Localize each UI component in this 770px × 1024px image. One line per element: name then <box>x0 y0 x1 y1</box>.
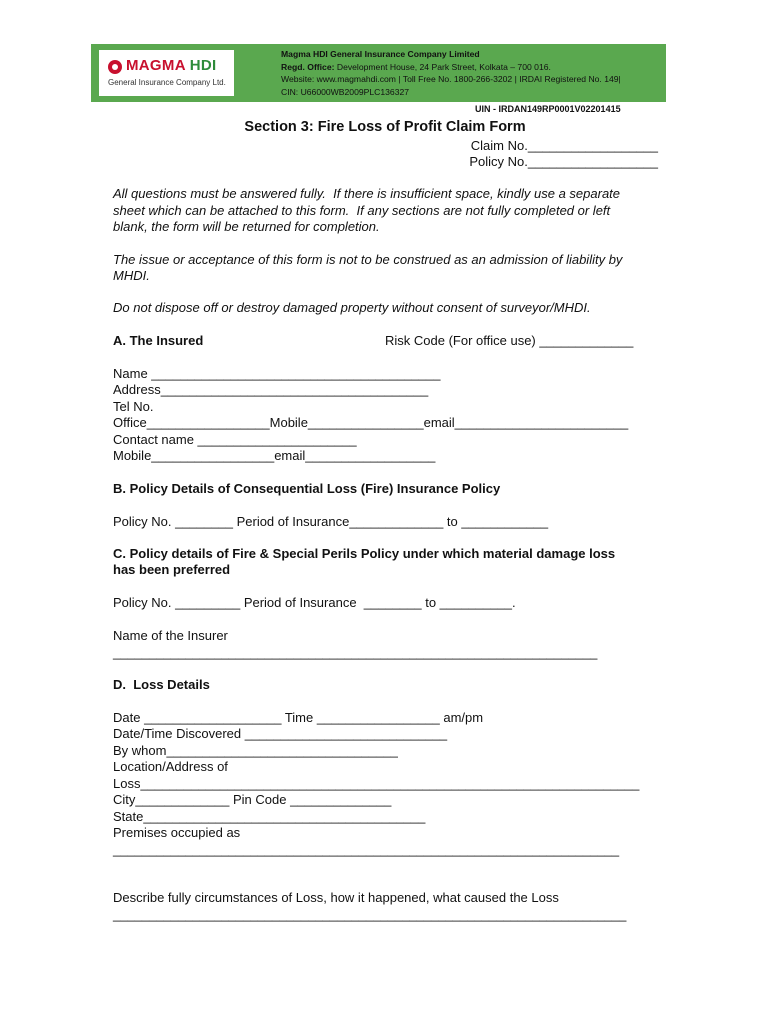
section-a-heading: A. The Insured <box>113 333 204 348</box>
office-label: Regd. Office: <box>281 61 335 72</box>
insured-address-field[interactable]: Address_____________________________________ <box>113 382 429 397</box>
contact-name-field[interactable]: Contact name ______________________ <box>113 432 357 447</box>
premises-field[interactable]: ______________________________________________________________________ <box>113 842 620 857</box>
section-d-heading: D. Loss Details <box>113 677 210 692</box>
by-whom-field[interactable]: By whom________________________________ <box>113 743 398 758</box>
insurer-label: Name of the Insurer <box>113 628 228 643</box>
logo-emblem-icon <box>108 60 122 74</box>
logo-subtitle: General Insurance Company Ltd. <box>108 78 226 87</box>
claim-no-field[interactable]: Claim No.__________________ <box>470 138 658 153</box>
risk-code-field[interactable]: Risk Code (For office use) _____________ <box>385 333 634 348</box>
fire-policy-field[interactable]: Policy No. _________ Period of Insurance ________ to __________. <box>113 595 516 610</box>
insurer-field[interactable]: ___________________________________________________________________ <box>113 645 598 660</box>
website-line: Website: www.magmahdi.com | Toll Free No. 1800-266-3202 | IRDAI Registered No. 149| <box>281 74 621 84</box>
instruction-line: sheet which can be attached to this form. If any sections are not fully completed or left <box>113 203 611 218</box>
office-address: Development House, 24 Park Street, Kolkata – 700 016. <box>334 61 551 72</box>
liability-note: MHDI. <box>113 268 150 283</box>
tel-no-label: Tel No. <box>113 399 154 414</box>
describe-label: Describe fully circumstances of Loss, how it happened, what caused the Loss <box>113 890 559 905</box>
loss-date-time-field[interactable]: Date ___________________ Time _________________ am/pm <box>113 710 484 725</box>
section-b-heading: B. Policy Details of Consequential Loss (Fire) Insurance Policy <box>113 481 501 496</box>
loss-address-field[interactable]: Loss_____________________________________________________________________ <box>113 776 640 791</box>
describe-field[interactable]: _______________________________________________________________________ <box>113 907 627 922</box>
cl-policy-field[interactable]: Policy No. ________ Period of Insurance_____________ to ____________ <box>113 514 549 529</box>
uin-number: UIN - IRDAN149RP0001V02201415 <box>475 104 621 114</box>
logo-text-magma: MAGMA <box>126 57 186 74</box>
instruction-line: All questions must be answered fully. If there is insufficient space, kindly use a separate <box>113 186 621 201</box>
company-name: Magma HDI General Insurance Company Limited <box>281 49 480 59</box>
section-c-heading: C. Policy details of Fire & Special Perils Policy under which material damage loss <box>113 546 616 561</box>
policy-no-field[interactable]: Policy No.__________________ <box>469 154 658 169</box>
section-c-heading-cont: has been preferred <box>113 562 231 577</box>
letterhead-banner <box>91 44 666 102</box>
premises-label: Premises occupied as <box>113 825 241 840</box>
location-label: Location/Address of <box>113 759 228 774</box>
company-details <box>281 48 621 98</box>
state-field[interactable]: State_______________________________________ <box>113 809 426 824</box>
discovered-field[interactable]: Date/Time Discovered ____________________________ <box>113 726 448 741</box>
page-title: Section 3: Fire Loss of Profit Claim Form <box>244 119 526 135</box>
dispose-note: Do not dispose off or destroy damaged property without consent of surveyor/MHDI. <box>113 300 591 315</box>
liability-note: The issue or acceptance of this form is not to be construed as an admission of liability by <box>113 252 623 267</box>
insured-name-field[interactable]: Name ________________________________________ <box>113 366 441 381</box>
company-logo <box>99 50 234 96</box>
logo-text-hdi: HDI <box>189 57 217 74</box>
city-pincode-field[interactable]: City_____________ Pin Code ______________ <box>113 792 392 807</box>
office-mobile-email-field[interactable]: Office_________________Mobile________________email________________________ <box>113 415 629 430</box>
instruction-line: blank, the form will be returned for completion. <box>113 219 380 234</box>
contact-mobile-email-field[interactable]: Mobile_________________email__________________ <box>113 448 436 463</box>
cin-line: CIN: U66000WB2009PLC136327 <box>281 86 410 97</box>
